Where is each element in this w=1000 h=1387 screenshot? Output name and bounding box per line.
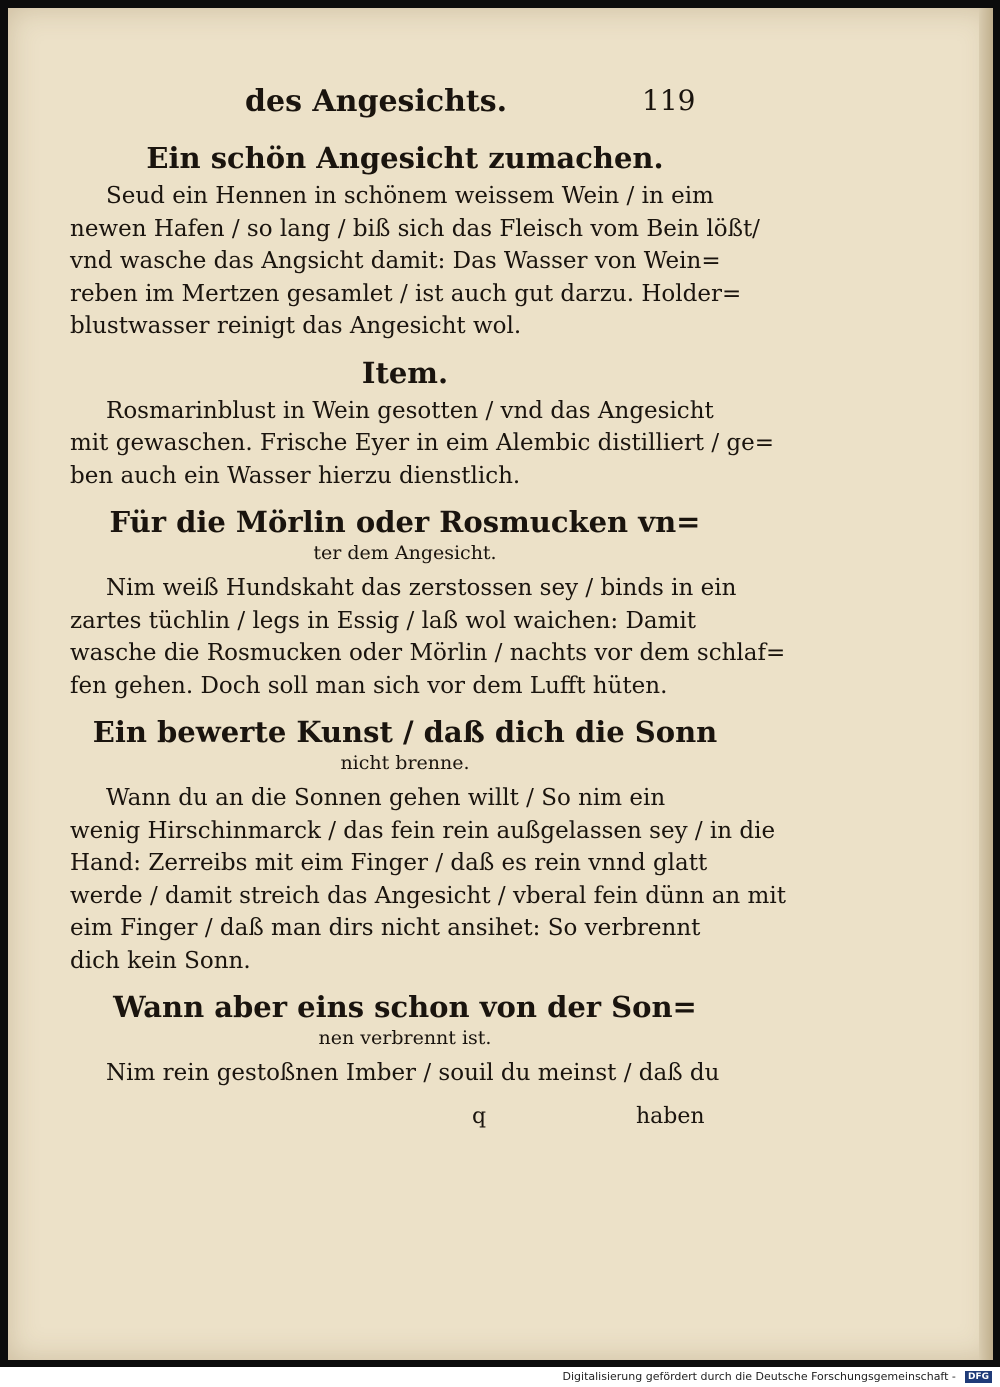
text-line: mit gewaschen. Frische Eyer in eim Alembic distilliert / ge=	[70, 430, 775, 456]
signature-mark: q	[472, 1103, 487, 1129]
running-head: des Angesichts.	[245, 84, 508, 119]
section-subheading: nicht brenne.	[340, 752, 470, 774]
section-paragraph	[70, 782, 786, 977]
text-line: eim Finger / daß man dirs nicht ansihet: So verbrennt	[70, 915, 701, 941]
text-line: zartes tüchlin / legs in Essig / laß wol waichen: Damit	[70, 607, 697, 634]
text-line: Rosmarinblust in Wein gesotten / vnd das Angesicht	[106, 397, 714, 424]
section-paragraph	[70, 395, 775, 493]
text-line: wenig Hirschinmarck / das fein rein außgelassen sey / in die	[70, 817, 776, 844]
text-line: reben im Mertzen gesamlet / ist auch gut darzu. Holder=	[70, 280, 742, 307]
text-line: werde / damit streich das Angesicht / vberal fein dünn an mit	[70, 882, 786, 909]
text-line: Nim weiß Hundskaht das zerstossen sey / binds in ein	[106, 575, 737, 601]
text-line: wasche die Rosmucken oder Mörlin / nachts vor dem schlaf=	[70, 640, 786, 666]
text-line: Wann du an die Sonnen gehen willt / So nim ein	[106, 785, 666, 811]
sections-container	[70, 138, 786, 1090]
section-heading: Item.	[361, 355, 449, 390]
section-heading: Ein schön Angesicht zumachen.	[146, 141, 664, 175]
text-line: newen Hafen / so lang / biß sich das Fleisch vom Bein lößt/	[70, 215, 760, 242]
book-page	[8, 8, 993, 1360]
page-number: 119	[642, 84, 696, 117]
funding-credit: Digitalisierung gefördert durch die Deutsche Forschungsgemeinschaft -	[562, 1370, 956, 1383]
section-heading: Ein bewerte Kunst / daß dich die Sonn	[92, 715, 718, 749]
dfg-logo: DFG	[965, 1371, 992, 1383]
page-gutter-edge	[979, 8, 993, 1360]
text-line: vnd wasche das Angsicht damit: Das Wasser von Wein=	[70, 248, 721, 274]
text-line: blustwasser reinigt das Angesicht wol.	[70, 313, 522, 339]
page-footer	[70, 1100, 740, 1140]
text-line: Nim rein gestoßnen Imber / souil du meinst / daß du	[106, 1060, 720, 1086]
text-line: dich kein Sonn.	[70, 947, 251, 974]
text-line: Hand: Zerreibs mit eim Finger / daß es rein vnnd glatt	[70, 850, 708, 876]
section-heading: Wann aber eins schon von der Son=	[113, 990, 697, 1024]
text-line: ben auch ein Wasser hierzu dienstlich.	[70, 462, 521, 489]
credit-bar	[0, 1367, 1000, 1387]
section-subheading: nen verbrennt ist.	[318, 1027, 492, 1049]
section-paragraph	[70, 572, 786, 702]
section-subheading: ter dem Angesicht.	[313, 542, 497, 564]
catchword: haben	[636, 1103, 705, 1129]
page-text-block	[70, 78, 786, 1140]
page-header	[70, 78, 740, 134]
text-line: fen gehen. Doch soll man sich vor dem Lufft hüten.	[70, 672, 668, 699]
section-paragraph	[70, 180, 760, 343]
section-paragraph	[70, 1057, 740, 1090]
text-line: Seud ein Hennen in schönem weissem Wein / in eim	[106, 183, 714, 209]
section-heading: Für die Mörlin oder Rosmucken vn=	[109, 505, 701, 539]
